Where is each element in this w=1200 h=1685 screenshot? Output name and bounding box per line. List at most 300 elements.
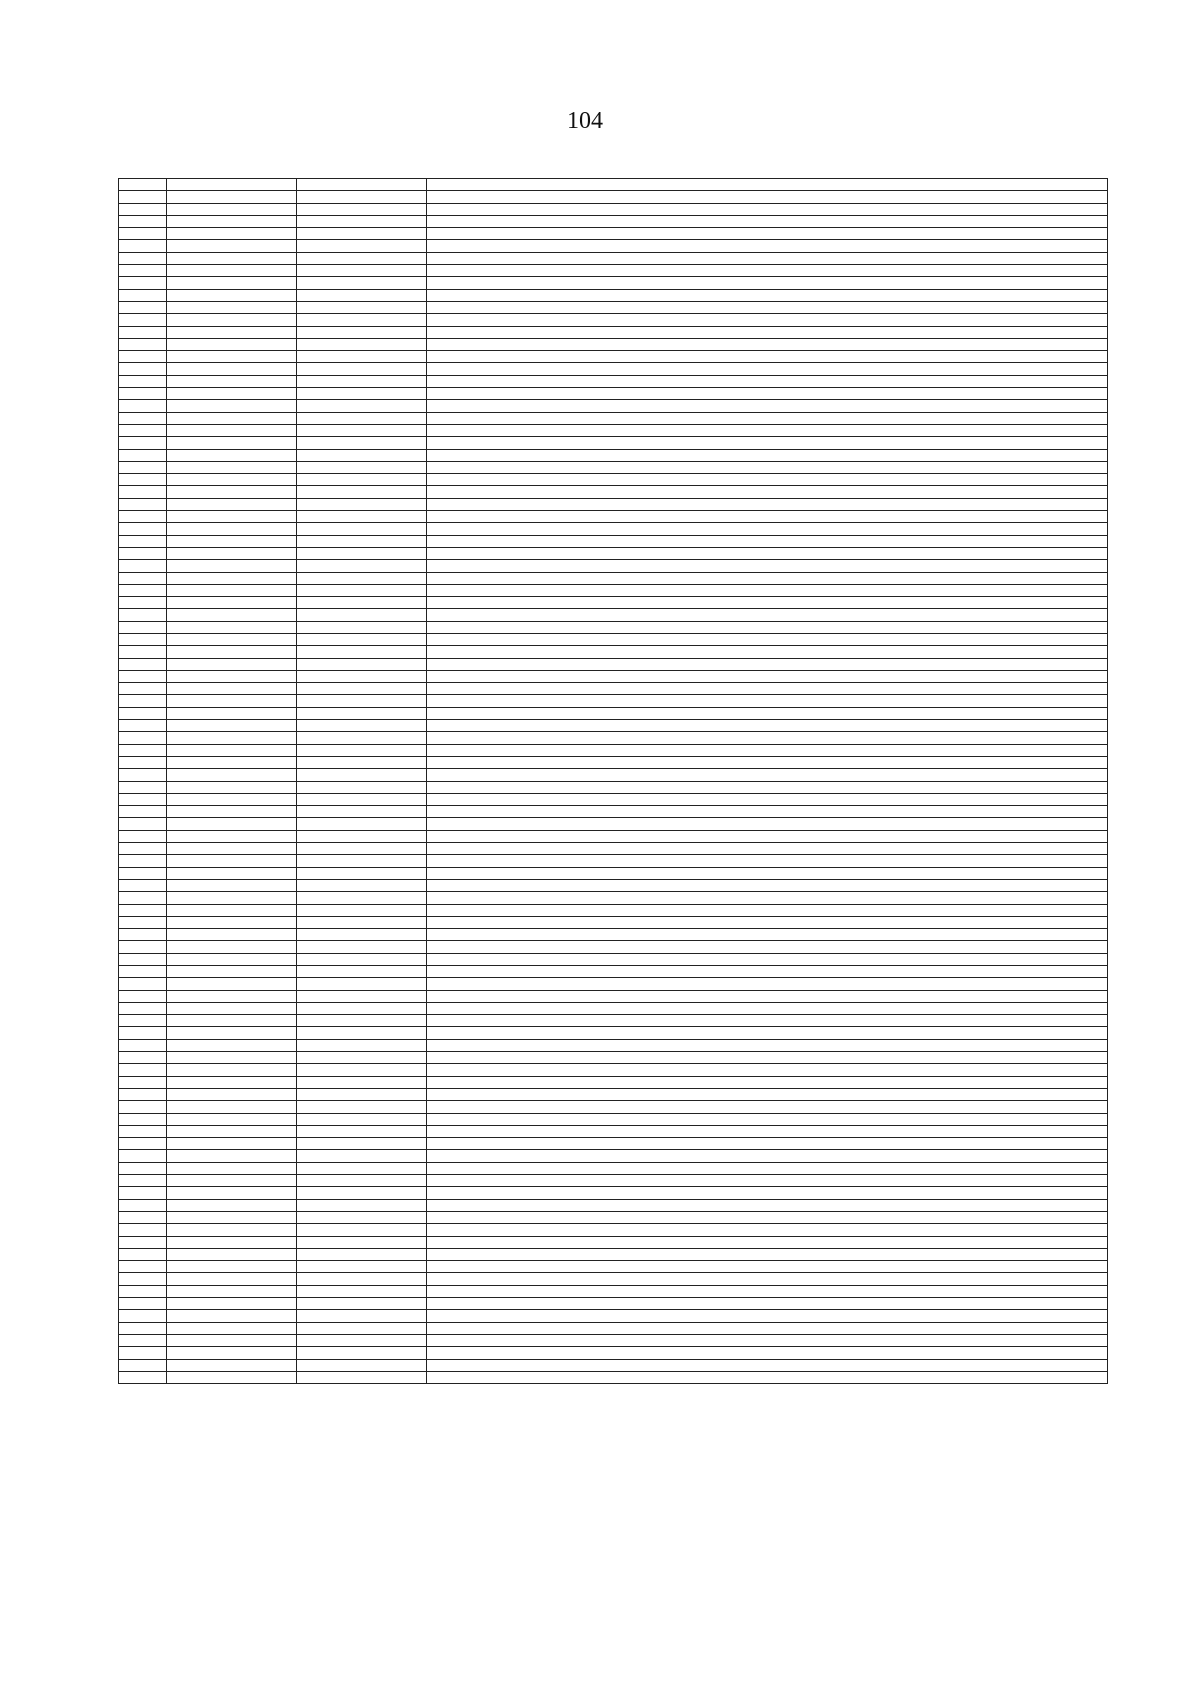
cadastral-number-b-cell (297, 978, 427, 990)
row-number-cell (119, 1359, 167, 1371)
cadastral-number-a-cell (167, 818, 297, 830)
registry-table-body (119, 179, 1108, 1384)
address-cell (427, 1162, 1108, 1174)
cadastral-number-b-cell (297, 1273, 427, 1285)
address-cell (427, 511, 1108, 523)
table-row (119, 683, 1108, 695)
table-row (119, 769, 1108, 781)
cadastral-number-a-cell (167, 707, 297, 719)
cadastral-number-a-cell (167, 1039, 297, 1051)
cadastral-number-b-cell (297, 584, 427, 596)
cadastral-number-a-cell (167, 301, 297, 313)
cadastral-number-b-cell (297, 1138, 427, 1150)
table-row (119, 966, 1108, 978)
table-row (119, 1298, 1108, 1310)
row-number-cell (119, 769, 167, 781)
cadastral-number-a-cell (167, 670, 297, 682)
cadastral-number-a-cell (167, 1334, 297, 1346)
row-number-cell (119, 707, 167, 719)
row-number-cell (119, 732, 167, 744)
cadastral-number-a-cell (167, 806, 297, 818)
address-cell (427, 1322, 1108, 1334)
row-number-cell (119, 1248, 167, 1260)
address-cell (427, 215, 1108, 227)
address-cell (427, 953, 1108, 965)
row-number-cell (119, 621, 167, 633)
table-row (119, 1359, 1108, 1371)
address-cell (427, 904, 1108, 916)
table-row (119, 830, 1108, 842)
cadastral-number-b-cell (297, 301, 427, 313)
row-number-cell (119, 867, 167, 879)
cadastral-number-b-cell (297, 1039, 427, 1051)
cadastral-number-a-cell (167, 179, 297, 191)
table-row (119, 486, 1108, 498)
table-row (119, 978, 1108, 990)
table-row (119, 1125, 1108, 1137)
row-number-cell (119, 326, 167, 338)
cadastral-number-a-cell (167, 646, 297, 658)
cadastral-number-a-cell (167, 633, 297, 645)
table-row (119, 781, 1108, 793)
row-number-cell (119, 289, 167, 301)
cadastral-number-b-cell (297, 1064, 427, 1076)
cadastral-number-a-cell (167, 781, 297, 793)
row-number-cell (119, 400, 167, 412)
address-cell (427, 720, 1108, 732)
table-row (119, 818, 1108, 830)
registry-table (118, 178, 1108, 1384)
cadastral-number-a-cell (167, 830, 297, 842)
row-number-cell (119, 412, 167, 424)
table-row (119, 498, 1108, 510)
row-number-cell (119, 597, 167, 609)
row-number-cell (119, 978, 167, 990)
row-number-cell (119, 1150, 167, 1162)
address-cell (427, 732, 1108, 744)
table-row (119, 1113, 1108, 1125)
address-cell (427, 252, 1108, 264)
cadastral-number-a-cell (167, 793, 297, 805)
cadastral-number-b-cell (297, 363, 427, 375)
address-cell (427, 978, 1108, 990)
address-cell (427, 203, 1108, 215)
address-cell (427, 547, 1108, 559)
address-cell (427, 1175, 1108, 1187)
cadastral-number-a-cell (167, 1076, 297, 1088)
cadastral-number-b-cell (297, 289, 427, 301)
row-number-cell (119, 904, 167, 916)
cadastral-number-a-cell (167, 916, 297, 928)
address-cell (427, 474, 1108, 486)
cadastral-number-b-cell (297, 793, 427, 805)
address-cell (427, 560, 1108, 572)
cadastral-number-b-cell (297, 597, 427, 609)
row-number-cell (119, 535, 167, 547)
address-cell (427, 1187, 1108, 1199)
cadastral-number-b-cell (297, 1359, 427, 1371)
row-number-cell (119, 879, 167, 891)
cadastral-number-b-cell (297, 486, 427, 498)
cadastral-number-a-cell (167, 867, 297, 879)
cadastral-number-a-cell (167, 904, 297, 916)
cadastral-number-b-cell (297, 818, 427, 830)
address-cell (427, 375, 1108, 387)
cadastral-number-b-cell (297, 498, 427, 510)
row-number-cell (119, 1125, 167, 1137)
row-number-cell (119, 695, 167, 707)
cadastral-number-a-cell (167, 474, 297, 486)
address-cell (427, 1199, 1108, 1211)
cadastral-number-a-cell (167, 744, 297, 756)
cadastral-number-b-cell (297, 1248, 427, 1260)
cadastral-number-a-cell (167, 1211, 297, 1223)
table-row (119, 633, 1108, 645)
cadastral-number-a-cell (167, 240, 297, 252)
cadastral-number-b-cell (297, 314, 427, 326)
address-cell (427, 941, 1108, 953)
table-row (119, 400, 1108, 412)
cadastral-number-a-cell (167, 1310, 297, 1322)
cadastral-number-a-cell (167, 720, 297, 732)
row-number-cell (119, 1113, 167, 1125)
table-row (119, 289, 1108, 301)
table-row (119, 449, 1108, 461)
cadastral-number-a-cell (167, 498, 297, 510)
table-row (119, 265, 1108, 277)
cadastral-number-a-cell (167, 1322, 297, 1334)
table-row (119, 326, 1108, 338)
address-cell (427, 424, 1108, 436)
row-number-cell (119, 215, 167, 227)
row-number-cell (119, 203, 167, 215)
table-row (119, 1371, 1108, 1383)
address-cell (427, 412, 1108, 424)
table-row (119, 338, 1108, 350)
table-row (119, 658, 1108, 670)
row-number-cell (119, 511, 167, 523)
table-row (119, 252, 1108, 264)
table-row (119, 1236, 1108, 1248)
table-row (119, 461, 1108, 473)
row-number-cell (119, 265, 167, 277)
cadastral-number-a-cell (167, 1347, 297, 1359)
table-row (119, 621, 1108, 633)
cadastral-number-a-cell (167, 1199, 297, 1211)
address-cell (427, 351, 1108, 363)
cadastral-number-b-cell (297, 1347, 427, 1359)
row-number-cell (119, 892, 167, 904)
table-row (119, 584, 1108, 596)
row-number-cell (119, 1211, 167, 1223)
cadastral-number-a-cell (167, 1002, 297, 1014)
page-number: 104 (567, 108, 603, 134)
address-cell (427, 388, 1108, 400)
cadastral-number-b-cell (297, 240, 427, 252)
address-cell (427, 449, 1108, 461)
table-row (119, 1211, 1108, 1223)
address-cell (427, 191, 1108, 203)
address-cell (427, 843, 1108, 855)
address-cell (427, 1088, 1108, 1100)
table-row (119, 707, 1108, 719)
row-number-cell (119, 843, 167, 855)
cadastral-number-b-cell (297, 695, 427, 707)
row-number-cell (119, 240, 167, 252)
table-row (119, 240, 1108, 252)
table-row (119, 744, 1108, 756)
row-number-cell (119, 966, 167, 978)
table-row (119, 375, 1108, 387)
cadastral-number-b-cell (297, 670, 427, 682)
cadastral-number-b-cell (297, 375, 427, 387)
cadastral-number-a-cell (167, 1088, 297, 1100)
cadastral-number-b-cell (297, 572, 427, 584)
cadastral-number-b-cell (297, 388, 427, 400)
row-number-cell (119, 424, 167, 436)
address-cell (427, 806, 1108, 818)
cadastral-number-b-cell (297, 1371, 427, 1383)
cadastral-number-b-cell (297, 830, 427, 842)
row-number-cell (119, 1064, 167, 1076)
address-cell (427, 572, 1108, 584)
cadastral-number-a-cell (167, 215, 297, 227)
cadastral-number-a-cell (167, 437, 297, 449)
cadastral-number-a-cell (167, 388, 297, 400)
address-cell (427, 990, 1108, 1002)
address-cell (427, 892, 1108, 904)
cadastral-number-b-cell (297, 658, 427, 670)
table-row (119, 1322, 1108, 1334)
row-number-cell (119, 363, 167, 375)
cadastral-number-a-cell (167, 1248, 297, 1260)
cadastral-number-a-cell (167, 486, 297, 498)
cadastral-number-a-cell (167, 412, 297, 424)
cadastral-number-a-cell (167, 535, 297, 547)
row-number-cell (119, 314, 167, 326)
row-number-cell (119, 191, 167, 203)
row-number-cell (119, 953, 167, 965)
table-row (119, 1310, 1108, 1322)
cadastral-number-a-cell (167, 1371, 297, 1383)
cadastral-number-b-cell (297, 781, 427, 793)
address-cell (427, 793, 1108, 805)
row-number-cell (119, 633, 167, 645)
cadastral-number-a-cell (167, 265, 297, 277)
cadastral-number-b-cell (297, 215, 427, 227)
row-number-cell (119, 1175, 167, 1187)
row-number-cell (119, 990, 167, 1002)
cadastral-number-b-cell (297, 966, 427, 978)
cadastral-number-b-cell (297, 203, 427, 215)
row-number-cell (119, 498, 167, 510)
cadastral-number-b-cell (297, 1199, 427, 1211)
address-cell (427, 523, 1108, 535)
cadastral-number-a-cell (167, 1187, 297, 1199)
cadastral-number-b-cell (297, 1334, 427, 1346)
cadastral-number-b-cell (297, 990, 427, 1002)
address-cell (427, 867, 1108, 879)
cadastral-number-a-cell (167, 990, 297, 1002)
cadastral-number-b-cell (297, 265, 427, 277)
table-row (119, 879, 1108, 891)
table-row (119, 228, 1108, 240)
address-cell (427, 756, 1108, 768)
address-cell (427, 1052, 1108, 1064)
cadastral-number-b-cell (297, 867, 427, 879)
cadastral-number-a-cell (167, 1273, 297, 1285)
cadastral-number-b-cell (297, 720, 427, 732)
row-number-cell (119, 916, 167, 928)
row-number-cell (119, 1310, 167, 1322)
address-cell (427, 646, 1108, 658)
cadastral-number-a-cell (167, 363, 297, 375)
cadastral-number-a-cell (167, 191, 297, 203)
cadastral-number-b-cell (297, 437, 427, 449)
table-row (119, 301, 1108, 313)
address-cell (427, 301, 1108, 313)
row-number-cell (119, 1273, 167, 1285)
cadastral-number-b-cell (297, 855, 427, 867)
row-number-cell (119, 228, 167, 240)
row-number-cell (119, 1039, 167, 1051)
address-cell (427, 400, 1108, 412)
address-cell (427, 1248, 1108, 1260)
cadastral-number-a-cell (167, 351, 297, 363)
cadastral-number-b-cell (297, 1224, 427, 1236)
address-cell (427, 609, 1108, 621)
cadastral-number-b-cell (297, 1285, 427, 1297)
cadastral-number-b-cell (297, 424, 427, 436)
table-row (119, 1064, 1108, 1076)
cadastral-number-b-cell (297, 351, 427, 363)
row-number-cell (119, 1088, 167, 1100)
table-row (119, 695, 1108, 707)
address-cell (427, 486, 1108, 498)
cadastral-number-a-cell (167, 843, 297, 855)
row-number-cell (119, 1347, 167, 1359)
row-number-cell (119, 756, 167, 768)
table-row (119, 351, 1108, 363)
cadastral-number-b-cell (297, 252, 427, 264)
cadastral-number-b-cell (297, 511, 427, 523)
address-cell (427, 1298, 1108, 1310)
table-row (119, 437, 1108, 449)
table-row (119, 511, 1108, 523)
row-number-cell (119, 646, 167, 658)
address-cell (427, 633, 1108, 645)
address-cell (427, 535, 1108, 547)
row-number-cell (119, 683, 167, 695)
cadastral-number-a-cell (167, 424, 297, 436)
row-number-cell (119, 252, 167, 264)
cadastral-number-a-cell (167, 769, 297, 781)
table-row (119, 1347, 1108, 1359)
cadastral-number-b-cell (297, 277, 427, 289)
cadastral-number-b-cell (297, 228, 427, 240)
cadastral-number-a-cell (167, 879, 297, 891)
address-cell (427, 1359, 1108, 1371)
address-cell (427, 670, 1108, 682)
table-row (119, 424, 1108, 436)
cadastral-number-a-cell (167, 929, 297, 941)
cadastral-number-b-cell (297, 879, 427, 891)
address-cell (427, 781, 1108, 793)
table-row (119, 572, 1108, 584)
cadastral-number-b-cell (297, 1236, 427, 1248)
cadastral-number-a-cell (167, 1224, 297, 1236)
address-cell (427, 314, 1108, 326)
cadastral-number-a-cell (167, 695, 297, 707)
address-cell (427, 818, 1108, 830)
table-row (119, 1261, 1108, 1273)
table-row (119, 1248, 1108, 1260)
cadastral-number-a-cell (167, 597, 297, 609)
cadastral-number-a-cell (167, 1285, 297, 1297)
table-row (119, 363, 1108, 375)
cadastral-number-b-cell (297, 609, 427, 621)
cadastral-number-b-cell (297, 338, 427, 350)
cadastral-number-b-cell (297, 1298, 427, 1310)
table-row (119, 953, 1108, 965)
cadastral-number-a-cell (167, 1298, 297, 1310)
row-number-cell (119, 1224, 167, 1236)
table-row (119, 670, 1108, 682)
address-cell (427, 744, 1108, 756)
row-number-cell (119, 1298, 167, 1310)
address-cell (427, 929, 1108, 941)
cadastral-number-b-cell (297, 843, 427, 855)
address-cell (427, 1236, 1108, 1248)
row-number-cell (119, 658, 167, 670)
cadastral-number-a-cell (167, 1359, 297, 1371)
cadastral-number-a-cell (167, 966, 297, 978)
cadastral-number-a-cell (167, 1027, 297, 1039)
row-number-cell (119, 720, 167, 732)
row-number-cell (119, 855, 167, 867)
cadastral-number-a-cell (167, 1113, 297, 1125)
cadastral-number-a-cell (167, 658, 297, 670)
row-number-cell (119, 388, 167, 400)
table-row (119, 1039, 1108, 1051)
table-row (119, 756, 1108, 768)
address-cell (427, 916, 1108, 928)
table-row (119, 277, 1108, 289)
cadastral-number-b-cell (297, 461, 427, 473)
cadastral-number-a-cell (167, 547, 297, 559)
row-number-cell (119, 474, 167, 486)
cadastral-number-a-cell (167, 941, 297, 953)
address-cell (427, 1039, 1108, 1051)
cadastral-number-b-cell (297, 892, 427, 904)
row-number-cell (119, 1371, 167, 1383)
address-cell (427, 1076, 1108, 1088)
row-number-cell (119, 547, 167, 559)
table-row (119, 1027, 1108, 1039)
row-number-cell (119, 572, 167, 584)
row-number-cell (119, 277, 167, 289)
address-cell (427, 695, 1108, 707)
row-number-cell (119, 338, 167, 350)
table-row (119, 1162, 1108, 1174)
cadastral-number-a-cell (167, 978, 297, 990)
cadastral-number-a-cell (167, 1261, 297, 1273)
table-row (119, 916, 1108, 928)
cadastral-number-a-cell (167, 560, 297, 572)
cadastral-number-b-cell (297, 744, 427, 756)
table-row (119, 793, 1108, 805)
cadastral-number-b-cell (297, 756, 427, 768)
